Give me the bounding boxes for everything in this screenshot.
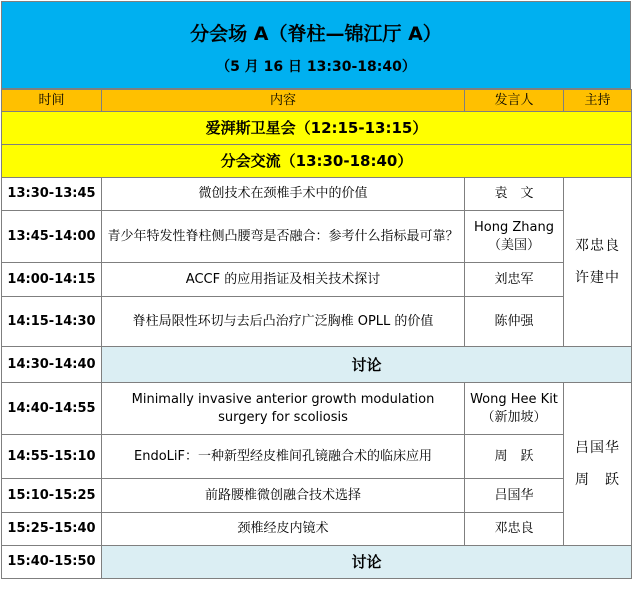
time-cell: 15:25-15:40 [2,513,102,546]
host-cell [564,383,632,546]
agenda-sheet [1,1,631,579]
time-cell: 14:15-14:30 [2,297,102,347]
table-row [2,297,632,347]
table-row [2,479,632,513]
host-name: 邓忠良 [575,238,620,254]
content-cell: ACCF 的应用指证及相关技术探讨 [102,263,465,297]
time-cell: 14:30-14:40 [2,347,102,383]
session-header [1,1,631,89]
speaker-cell: 刘忠军 [465,263,564,297]
time-cell: 14:00-14:15 [2,263,102,297]
col-speaker: 发言人 [465,90,564,112]
time-cell: 15:40-15:50 [2,546,102,579]
host-name: 吕国华 [575,440,620,456]
discussion-row [2,546,632,579]
agenda-table [1,89,632,579]
speaker-cell: 袁 文 [465,178,564,211]
content-cell: 前路腰椎微创融合技术选择 [102,479,465,513]
host-name: 许建中 [575,270,620,286]
session-title: 分会场 A（脊柱—锦江厅 A） [190,23,442,45]
speaker-cell: 周 跃 [465,435,564,479]
table-row [2,178,632,211]
speaker-cell: Wong Hee Kit（新加坡） [465,383,564,435]
table-row [2,211,632,263]
speaker-cell: 邓忠良 [465,513,564,546]
time-cell: 13:30-13:45 [2,178,102,211]
table-row [2,435,632,479]
session-banner [2,145,632,178]
table-row [2,513,632,546]
col-host: 主持 [564,90,632,112]
host-name: 周 跃 [575,472,620,488]
time-cell: 15:10-15:25 [2,479,102,513]
banner-text: 爱湃斯卫星会（12:15-13:15） [2,112,632,145]
content-cell: 微创技术在颈椎手术中的价值 [102,178,465,211]
content-cell: 颈椎经皮内镜术 [102,513,465,546]
speaker-cell: 陈仲强 [465,297,564,347]
content-cell: 青少年特发性脊柱侧凸腰弯是否融合：参考什么指标最可靠？ [102,211,465,263]
satellite-banner [2,112,632,145]
content-cell: 脊柱局限性环切与去后凸治疗广泛胸椎 OPLL 的价值 [102,297,465,347]
time-cell: 14:55-15:10 [2,435,102,479]
session-date: （5 月 16 日 13:30-18:40） [216,59,416,75]
banner-text: 分会交流（13:30-18:40） [2,145,632,178]
column-header-row [2,90,632,112]
speaker-cell: Hong Zhang（美国） [465,211,564,263]
table-row [2,383,632,435]
discussion-row [2,347,632,383]
col-time: 时间 [2,90,102,112]
discussion-label: 讨论 [102,546,632,579]
time-cell: 13:45-14:00 [2,211,102,263]
col-content: 内容 [102,90,465,112]
content-cell: Minimally invasive anterior growth modulation surgery for scoliosis [102,383,465,435]
table-row [2,263,632,297]
discussion-label: 讨论 [102,347,632,383]
speaker-cell: 吕国华 [465,479,564,513]
content-cell: EndoLiF：一种新型经皮椎间孔镜融合术的临床应用 [102,435,465,479]
host-cell [564,178,632,347]
time-cell: 14:40-14:55 [2,383,102,435]
